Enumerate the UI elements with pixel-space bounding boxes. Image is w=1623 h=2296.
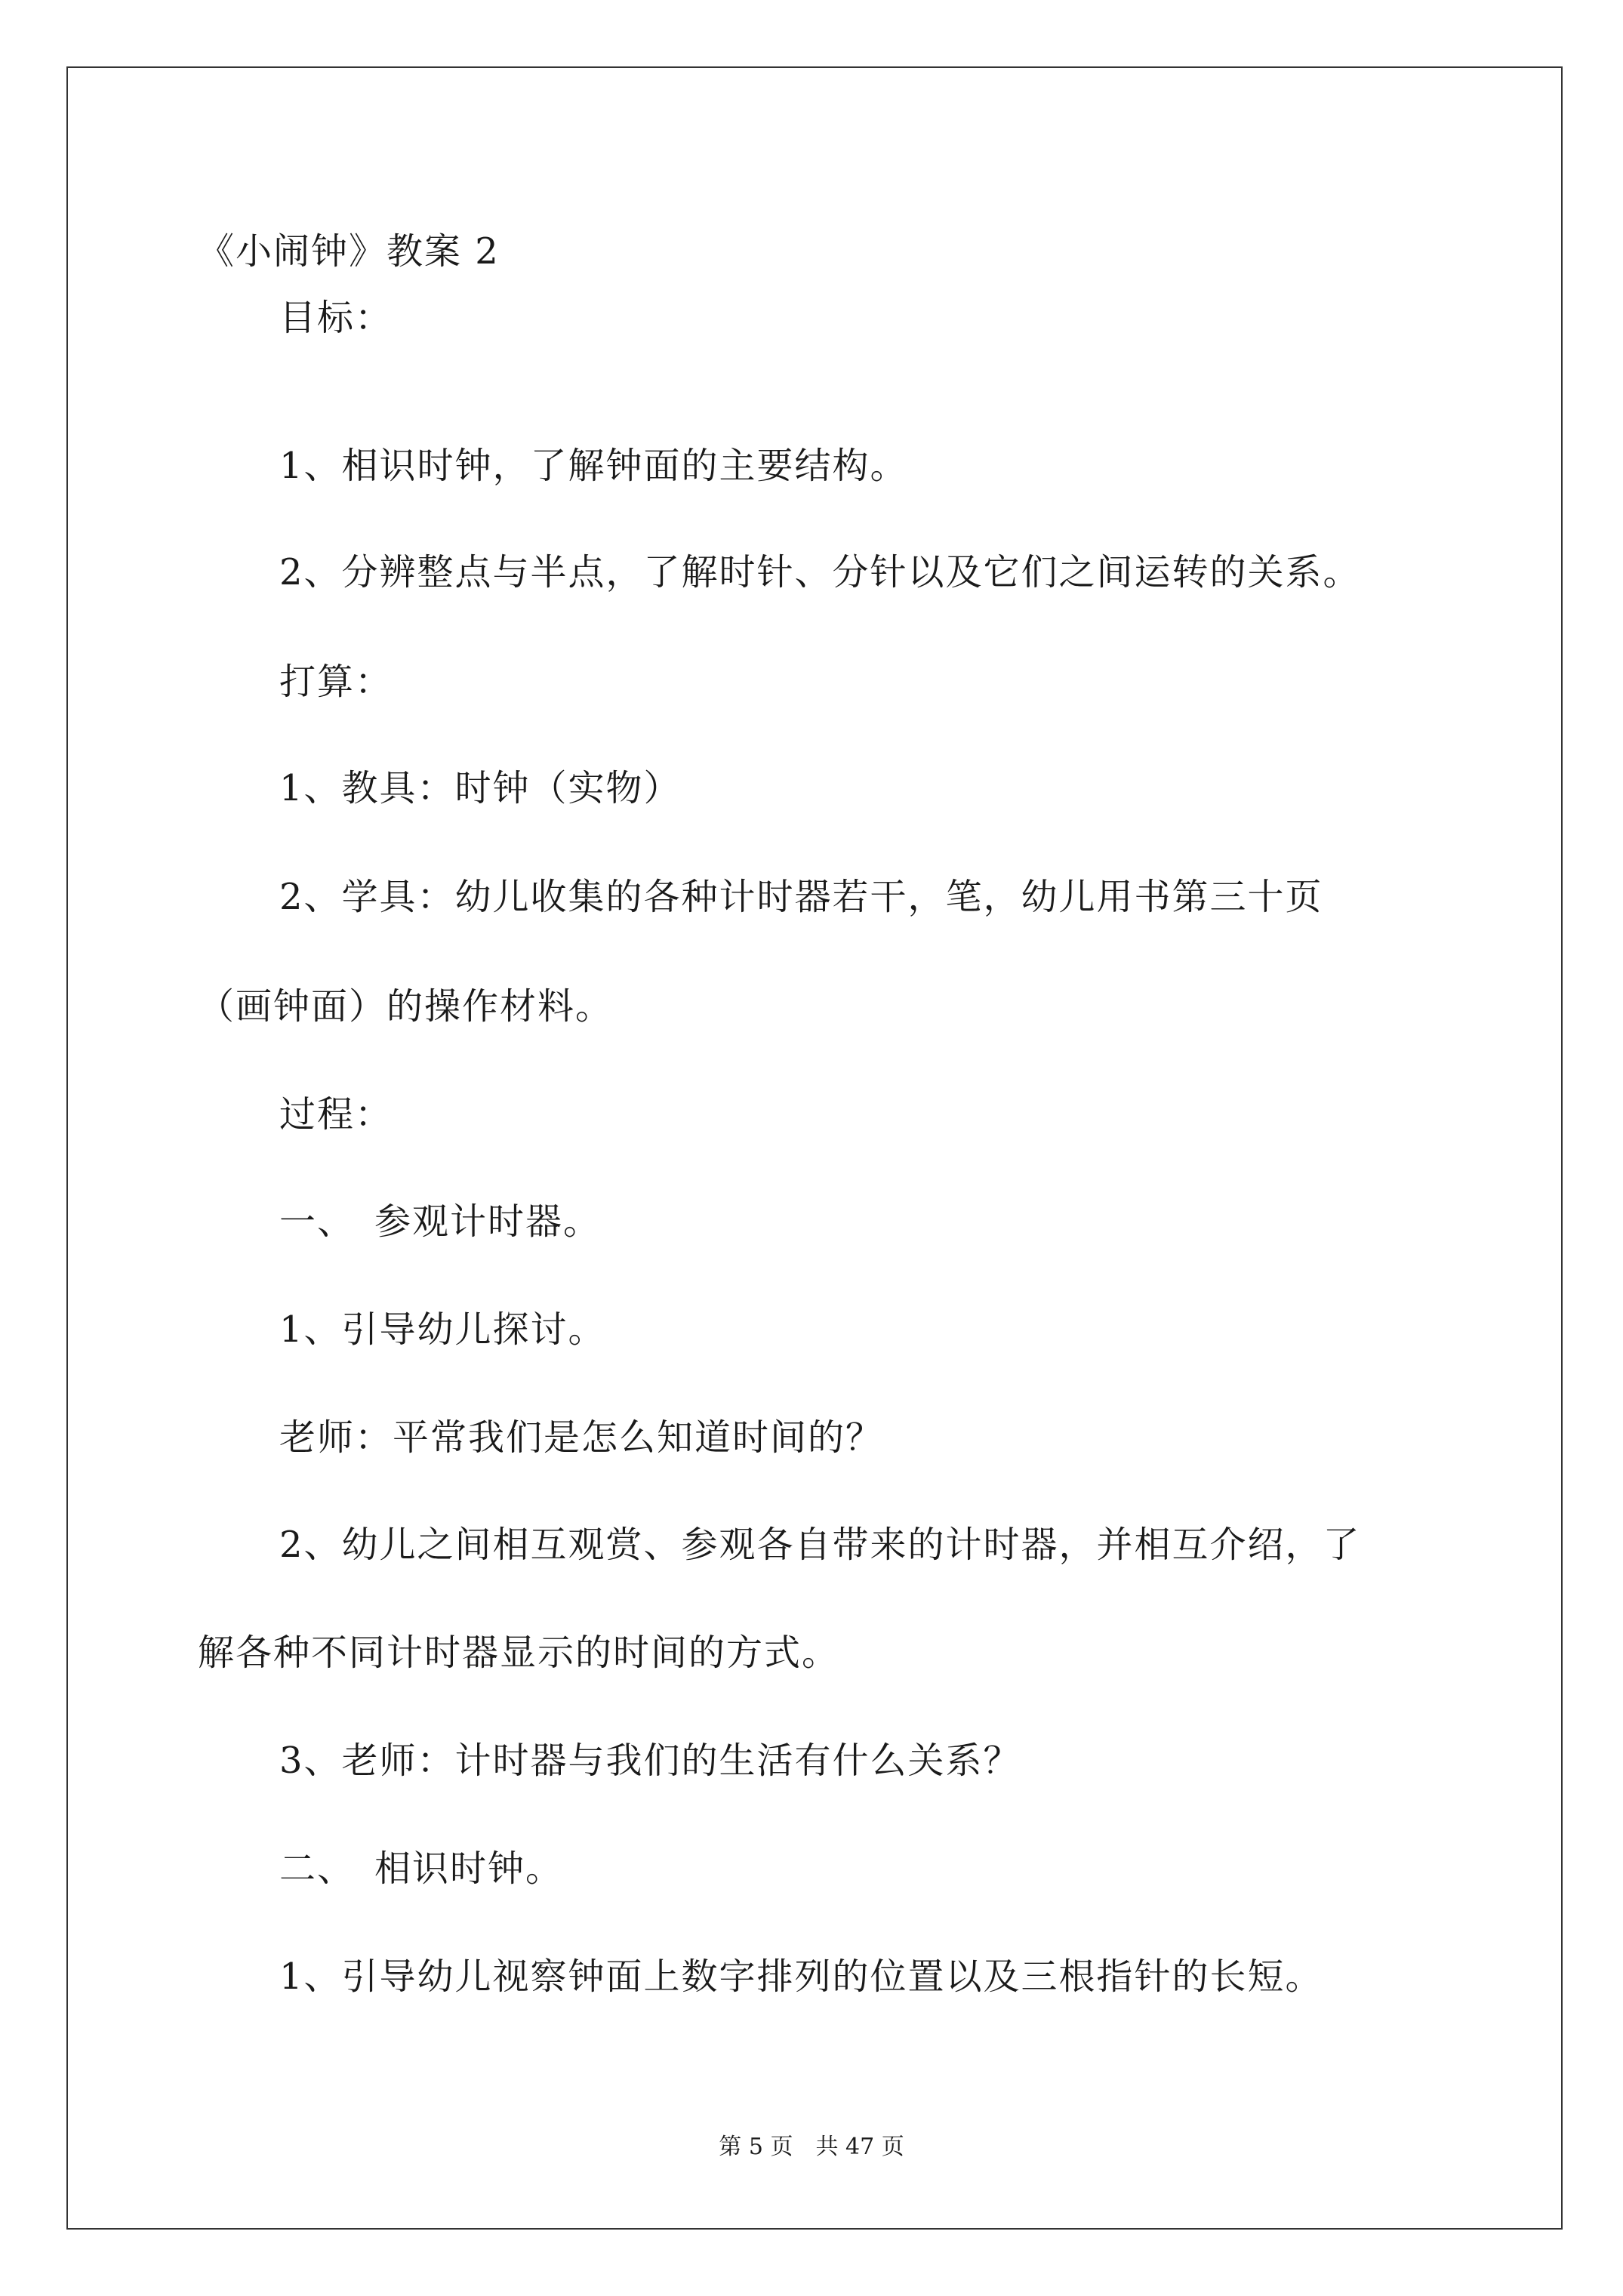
paragraph-continuation: 解各种不同计时器显示的时间的方式。 (198, 1632, 840, 1674)
paragraph: 2、分辨整点与半点，了解时针、分针以及它们之间运转的关系。 (279, 551, 1361, 593)
paragraph: 1、教具：时钟（实物） (279, 767, 682, 809)
section-heading-goals: 目标： (279, 297, 393, 339)
subsection-heading: 一、 参观计时器。 (279, 1200, 602, 1243)
subsection-heading: 二、 相识时钟。 (279, 1848, 564, 1890)
paragraph: 2、幼儿之间相互观赏、参观各自带来的计时器，并相互介绍，了 (279, 1524, 1361, 1566)
paragraph: 3、老师：计时器与我们的生活有什么关系？ (279, 1740, 1021, 1782)
paragraph: 1、引导幼儿探讨。 (279, 1308, 606, 1351)
paragraph: 老师：平常我们是怎么知道时间的？ (279, 1416, 884, 1459)
page-number-footer: 第 5 页 共 47 页 (719, 2134, 904, 2160)
section-heading-preparation: 打算： (279, 661, 393, 703)
paragraph: 1、引导幼儿视察钟面上数字排列的位置以及三根指针的长短。 (279, 1955, 1323, 1998)
paragraph: 2、学具：幼儿收集的各种计时器若干，笔，幼儿用书第三十页 (279, 876, 1323, 918)
paragraph: 1、相识时钟，了解钟面的主要结构。 (279, 445, 908, 487)
section-heading-process: 过程： (279, 1093, 393, 1136)
page-border (66, 66, 1563, 2230)
document-title: 《小闹钟》教案 2 (198, 230, 500, 273)
paragraph-continuation: （画钟面）的操作材料。 (198, 985, 614, 1028)
